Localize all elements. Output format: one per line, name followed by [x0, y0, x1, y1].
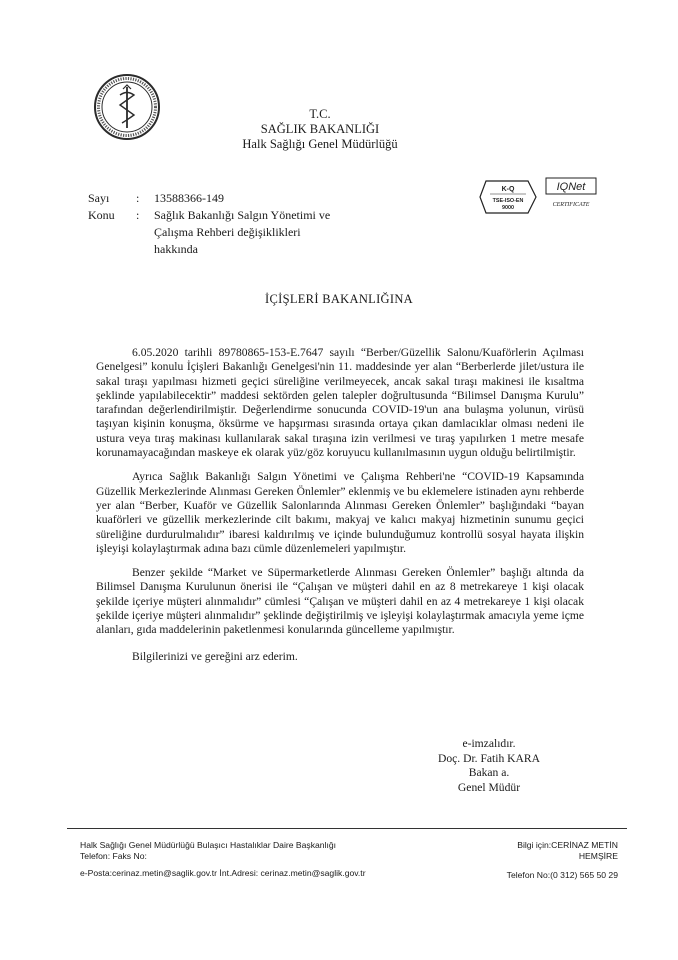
reference-block: [88, 190, 384, 258]
subject-line: hakkında: [154, 242, 198, 256]
footer-department: [80, 840, 410, 862]
signature-block: [414, 737, 564, 795]
letter-body: [96, 346, 584, 674]
iqnet-text: IQNet: [556, 181, 586, 193]
ministry-seal-icon: [93, 73, 161, 141]
ministry-name: SAĞLIK BAKANLIĞI: [260, 122, 380, 136]
subject-label: Konu: [88, 208, 115, 222]
body-paragraph: Benzer şekilde “Market ve Süpermarketlerde Alınması Gereken Önlemler” başlığı altında da Bilimsel Danışma Kurulunun önerisi ile “Çalışan ve müşteri dahil en az 8 metrekareye 1 kişi olacak şekilde içeriye müşteri alınmalıdır” cümlesi “Çalışan ve müşteri dahil en az 4 metrekareye 1 kişi olacak şekilde içeriye müşteri alınmalıdır” şeklinde değiştirilmiş ve işleyişi kolaylaştırmak amacıyla yeme içme alanları, gıda maddelerinin paketlenmesi konularında güncelleme yapılmıştır.: [96, 566, 584, 637]
department-name: Halk Sağlığı Genel Müdürlüğü Bulaşıcı Hastalıklar Daire Başkanlığı: [80, 840, 337, 850]
signer-name: Doç. Dr. Fatih KARA: [437, 751, 541, 765]
body-paragraph: 6.05.2020 tarihli 89780865-153-E.7647 sayılı “Berber/Güzellik Salonu/Kuaförlerin Açılması Genelgesi” konulu İçişleri Bakanlığı Genelgesi'nin 11. maddesinde yer alan “Berberlerde jilet/ustura ile sakal tıraşı yapılması hizmeti geçici süreliğine verilmeyecek, ancak sakal tıraşı makinesi ile kısaltma şeklinde yapılabilecektir” maddesi sektörden gelen talepler doğrultusunda “Bilimsel Danışma Kurulu” tarafından değerlendirilmiştir. Değerlendirme sonucunda COVID-19'un ana bulaşma yolunun, virüsü taşıyan kişinin konuşma, öksürme ve hapşırması sırasında ortaya çıkan damlacıklar olması nedeni ile ustura veya tıraş makinası kullanılarak sakal tıraşına izin verilmesi ve tıraş yapılırken 1 metre mesafe korunamayacağından maskeye ek olarak yüz/göz koruyucu kullanılmasının uygun olduğu belirtilmiştir.: [96, 346, 584, 460]
footer-divider: [67, 828, 627, 829]
e-signed-note: e-imzalıdır.: [462, 737, 516, 750]
addressee: İÇİŞLERİ BAKANLIĞINA: [265, 292, 413, 306]
body-paragraph: Ayrıca Sağlık Bakanlığı Salgın Yönetimi ve Çalışma Rehberi'ne “COVID-19 Kapsamında Güzellik Merkezlerinde Alınması Gereken Önlemler” eklenmiş ve bu eklemelere istinaden aynı rehberde yer alan “Berber, Kuaför ve Güzellik Salonlarında Alınması Gereken Önlemler” başlığındaki “bayan kuaförleri ve güzellik merkezlerinde cilt bakımı, makyaj ve kalıcı makyaj hizmetinin sunumu geçici süreliğine durdurulmalıdır” ibaresi kaldırılmış ve içinde bulunduğumuz kontrollü sosyal hayata ilişkin işleyişi kolaylaştırmak adına bazı cümle düzenlemeleri yapılmıştır.: [96, 470, 584, 555]
iso-number-text: 9000: [502, 205, 514, 211]
colon: :: [136, 191, 140, 205]
footer-phone: Telefon No:(0 312) 565 50 29: [506, 870, 618, 880]
subject-line: Sağlık Bakanlığı Salgın Yönetimi ve: [154, 208, 331, 222]
phone-fax: Telefon: Faks No:: [80, 851, 147, 861]
subject-line: Çalışma Rehberi değişiklikleri: [154, 225, 301, 239]
number-value: 13588366-149: [154, 191, 224, 205]
footer-contact: [470, 840, 618, 862]
contact-title: HEMŞİRE: [578, 851, 618, 861]
directorate-name: Halk Sağlığı Genel Müdürlüğü: [242, 137, 398, 151]
country-name: T.C.: [309, 107, 331, 121]
colon: :: [136, 208, 140, 222]
letter-header: [200, 107, 440, 152]
signer-title: Genel Müdür: [457, 780, 521, 794]
signer-on-behalf: Bakan a.: [468, 766, 510, 779]
footer-email: e-Posta:cerinaz.metin@saglik.gov.tr İnt.Adresi: cerinaz.metin@saglik.gov.tr: [80, 868, 366, 878]
iqnet-certificate-icon: [546, 178, 596, 208]
number-label: Sayı: [88, 191, 110, 205]
closing-sentence: Bilgilerinizi ve gereğini arz ederim.: [132, 649, 298, 663]
tse-iso-certificate-icon: [480, 181, 536, 213]
certificate-text: CERTIFICATE: [552, 202, 590, 208]
tse-text: TSE-ISO-EN: [492, 198, 524, 204]
kq-text: K-Q: [501, 186, 515, 193]
certification-logos: [478, 175, 608, 220]
contact-info: Bilgi için:CERİNAZ METİN: [517, 840, 618, 850]
